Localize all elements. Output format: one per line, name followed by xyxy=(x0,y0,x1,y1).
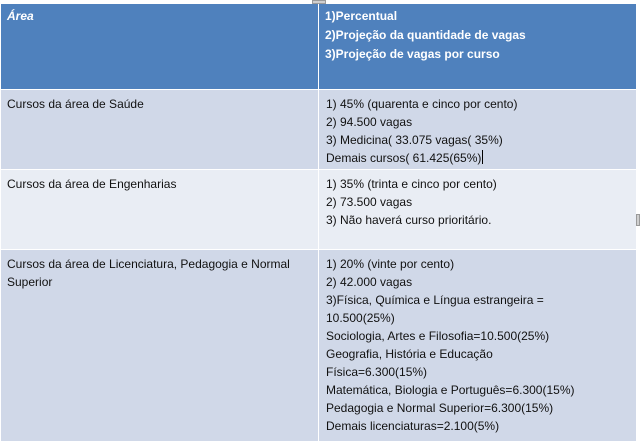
text-cursor xyxy=(482,150,483,164)
detail-line-with-cursor xyxy=(326,149,630,167)
details-cell-licenciatura[interactable] xyxy=(319,250,637,441)
detail-line-text: Demais cursos( 61.425(65%) xyxy=(326,151,482,165)
table-row-saude xyxy=(1,90,637,170)
header-area-cell[interactable]: Área xyxy=(1,4,319,90)
detail-line: 10.500(25%) xyxy=(326,311,395,325)
detail-line: 2) 42.000 vagas xyxy=(326,275,413,289)
detail-line: 3) Medicina( 33.075 vagas( 35%) xyxy=(326,133,503,147)
table-resize-handle-top[interactable] xyxy=(312,0,326,4)
details-cell-engenharias[interactable] xyxy=(319,170,637,250)
detail-line: 2) 94.500 vagas xyxy=(326,115,413,129)
detail-line: 3)Física, Química e Língua estrangeira = xyxy=(326,293,544,307)
table-row-licenciatura xyxy=(1,250,637,441)
table-row-engenharias xyxy=(1,170,637,250)
detail-line: 1) 35% (trinta e cinco por cento) xyxy=(326,177,497,191)
detail-line: 1) 20% (vinte por cento) xyxy=(326,257,455,271)
detail-line: Demais licenciaturas=2.100(5%) xyxy=(326,419,500,433)
table-resize-handle-right[interactable] xyxy=(636,214,640,226)
header-line-quantidade: 2)Projeção da quantidade de vagas xyxy=(325,28,526,42)
header-details-cell[interactable] xyxy=(319,4,637,90)
details-cell-saude[interactable] xyxy=(319,90,637,170)
detail-line: Física=6.300(15%) xyxy=(326,365,428,379)
area-cell-saude[interactable]: Cursos da área de Saúde xyxy=(1,90,319,170)
header-line-percentual: 1)Percentual xyxy=(325,9,398,23)
detail-line: 2) 73.500 vagas xyxy=(326,195,413,209)
detail-line: Sociologia, Artes e Filosofia=10.500(25%) xyxy=(326,329,550,343)
detail-line: Pedagogia e Normal Superior=6.300(15%) xyxy=(326,401,554,415)
detail-line: 1) 45% (quarenta e cinco por cento) xyxy=(326,97,518,111)
detail-line: Geografia, História e Educação xyxy=(326,347,493,361)
area-cell-licenciatura[interactable]: Cursos da área de Licenciatura, Pedagogia e Normal Superior xyxy=(1,250,319,441)
detail-line: Matemática, Biologia e Português=6.300(15%) xyxy=(326,383,575,397)
header-line-projecao-curso: 3)Projeção de vagas por curso xyxy=(325,47,500,61)
area-cell-engenharias[interactable]: Cursos da área de Engenharias xyxy=(1,170,319,250)
detail-line: 3) Não haverá curso prioritário. xyxy=(326,213,492,227)
vacancy-distribution-table xyxy=(0,3,637,441)
table-header-row xyxy=(1,4,637,90)
